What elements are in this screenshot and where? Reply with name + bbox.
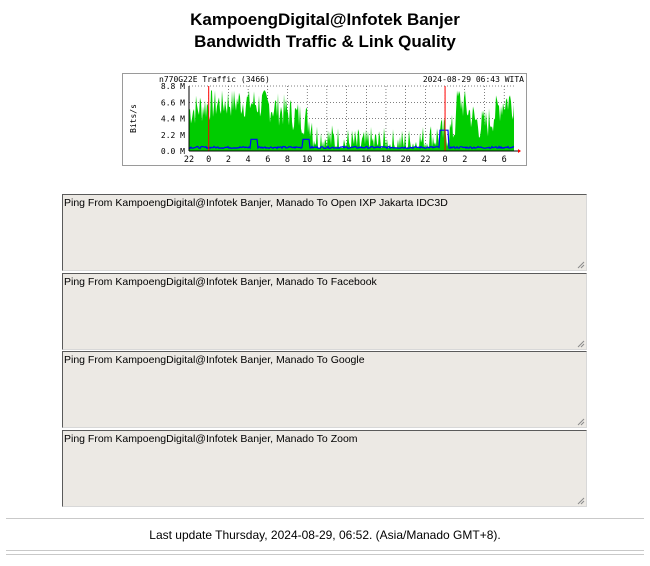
ping-title-facebook: Ping From KampoengDigital@Infotek Banjer, Manado To Facebook: [64, 276, 377, 288]
y-tick-label: 8.8 M: [160, 82, 185, 91]
x-tick-label: 6: [265, 155, 271, 165]
resize-grip-icon[interactable]: [577, 497, 585, 505]
x-tick-label: 20: [400, 155, 411, 165]
x-tick-label: 2: [225, 155, 231, 165]
bandwidth-traffic-graph: [122, 73, 527, 166]
graph-x-ticks: [184, 155, 507, 165]
divider-bottom-1: [6, 550, 644, 551]
resize-grip-icon[interactable]: [577, 418, 585, 426]
y-tick-label: 6.6 M: [160, 98, 185, 108]
x-tick-label: 16: [361, 155, 372, 165]
x-axis-arrow-icon: [518, 149, 521, 153]
x-tick-label: 10: [302, 155, 313, 165]
ping-title-open-ixp: Ping From KampoengDigital@Infotek Banjer, Manado To Open IXP Jakarta IDC3D: [64, 197, 448, 209]
last-update-text: Last update Thursday, 2024-08-29, 06:52. (Asia/Manado GMT+8).: [149, 528, 501, 542]
graph-y-ticks: [161, 82, 185, 156]
ping-box-zoom: [62, 430, 587, 507]
ping-box-google: [62, 351, 587, 428]
x-tick-label: 8: [284, 155, 291, 165]
traffic-graph-canvas: [123, 74, 526, 165]
x-tick-label: 22: [420, 155, 431, 165]
y-tick-label: 4.4 M: [160, 114, 185, 124]
x-tick-label: 4: [481, 155, 488, 165]
ping-title-zoom: Ping From KampoengDigital@Infotek Banjer, Manado To Zoom: [64, 433, 358, 445]
resize-grip-icon[interactable]: [577, 340, 585, 348]
divider-bottom-2: [6, 554, 644, 555]
x-tick-label: 6: [501, 155, 507, 165]
graph-device-label: n770G22E Traffic (3466): [159, 75, 270, 84]
x-tick-label: 2: [462, 155, 468, 165]
y-tick-label: 2.2 M: [160, 130, 185, 140]
x-tick-label: 14: [341, 155, 352, 165]
page-title-line-1: KampoengDigital@Infotek Banjer: [190, 10, 460, 29]
page-title-line-2: Bandwidth Traffic & Link Quality: [194, 32, 456, 51]
x-tick-label: 12: [321, 155, 333, 165]
graph-timestamp: 2024-08-29 06:43 WITA: [422, 75, 524, 84]
ping-box-facebook: [62, 273, 587, 350]
graph-y-axis-label: Bits/s: [129, 104, 138, 133]
inbound-traffic-area: [189, 91, 514, 152]
x-tick-label: 22: [183, 155, 195, 165]
y-tick-label: 0.0 M: [160, 147, 185, 156]
ping-box-open-ixp: [62, 194, 587, 271]
x-tick-label: 0: [442, 155, 448, 165]
x-tick-label: 4: [245, 155, 251, 165]
ping-title-google: Ping From KampoengDigital@Infotek Banjer, Manado To Google: [64, 354, 365, 366]
x-tick-label: 0: [206, 155, 212, 165]
divider-top: [6, 518, 644, 519]
resize-grip-icon[interactable]: [577, 261, 585, 269]
x-tick-label: 18: [380, 155, 392, 165]
page-title: [0, 9, 650, 53]
